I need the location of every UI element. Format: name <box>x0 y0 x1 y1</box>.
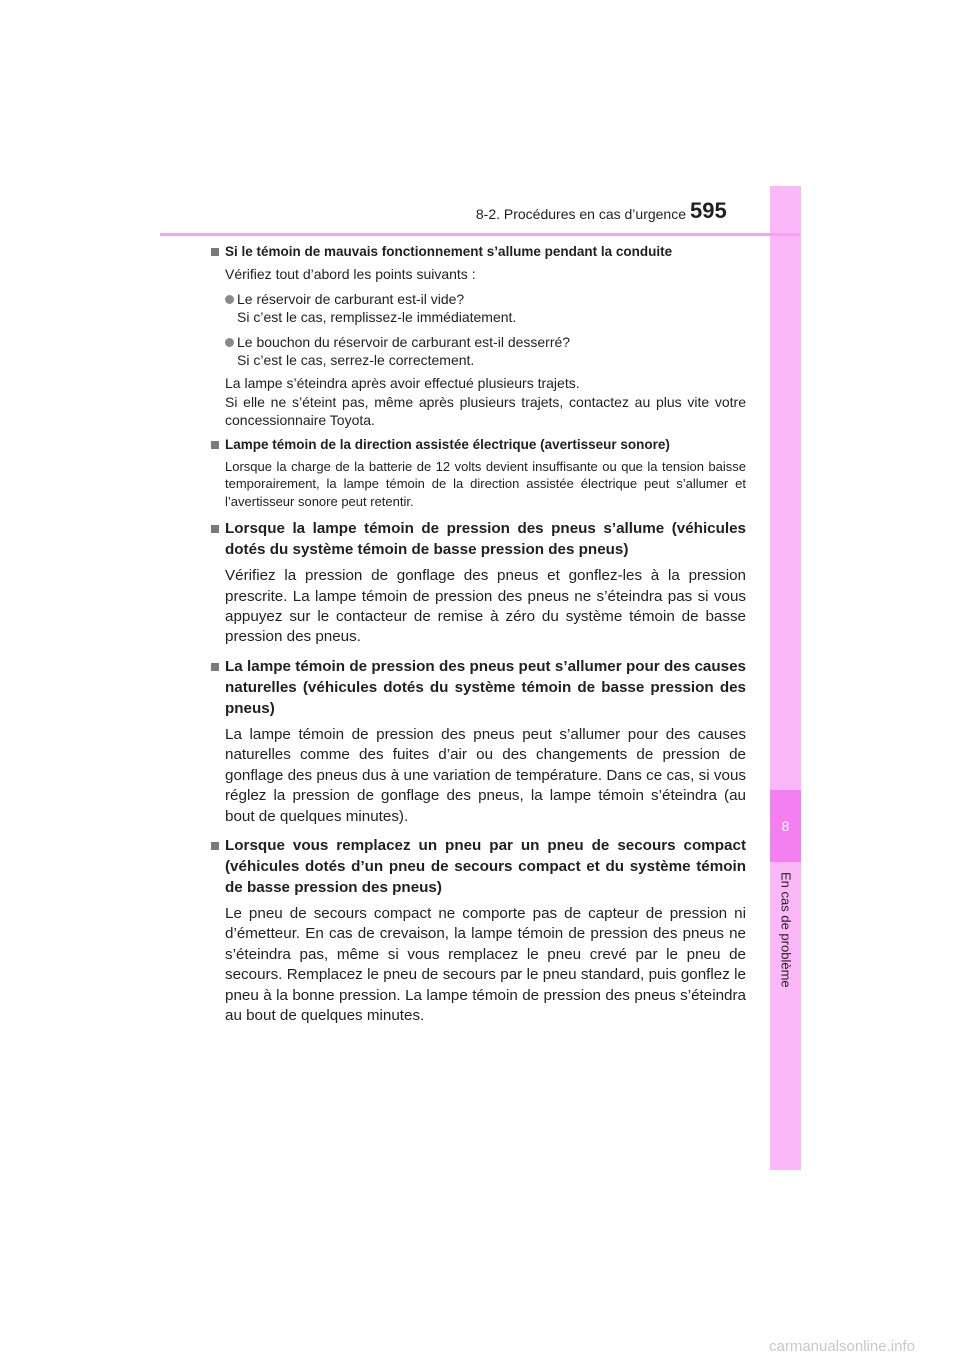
round-bullet-icon <box>225 295 234 304</box>
chapter-side-tab <box>770 186 801 1170</box>
section-title: Lorsque vous remplacez un pneu par un pneu de secours compact (véhicules dotés d’un pneu de secours compact et du système témoin de basse pression des pneus) <box>211 835 746 898</box>
section-title: Si le témoin de mauvais fonctionnement s’allume pendant la conduite <box>211 243 746 261</box>
section-outro: La lampe s’éteindra après avoir effectué plusieurs trajets. <box>225 374 580 391</box>
watermark: carmanualsonline.info <box>769 1338 915 1355</box>
section-body: Vérifiez la pression de gonflage des pneus et gonflez-les à la pression prescrite. La lampe témoin de pression des pneus ne s’éteindra pas si vous appuyez sur le contacteur de remise à zéro du système témoin de basse pression des pneus. <box>225 567 746 646</box>
section-compact-spare <box>211 835 746 1026</box>
square-bullet-icon <box>211 663 219 671</box>
section-intro: Vérifiez tout d’abord les points suivants : <box>225 266 476 282</box>
page-content <box>211 243 746 1026</box>
section-body: La lampe témoin de pression des pneus peut s’allumer pour des causes naturelles comme des fuites d’air ou des changements de pression de gonflage des pneus dus à une variation de température. Dans ce cas, si vous réglez la pression de gonflage des pneus, la lampe témoin s’éteindra (au bout de quelques minutes). <box>225 725 746 825</box>
square-bullet-icon <box>211 248 219 256</box>
section-eps-lamp <box>211 436 746 511</box>
round-bullet-icon <box>225 338 234 347</box>
section-title: Lampe témoin de la direction assistée électrique (avertisseur sonore) <box>211 436 746 454</box>
section-body: Le pneu de secours compact ne comporte pas de capteur de pression ni d’émetteur. En cas de crevaison, la lampe témoin de pression des pneus ne s’éteindra pas, même si vous remplacez le pneu crevé par le pneu de secours. Remplacez le pneu de secours par le pneu standard, puis gonflez le pneu à la bonne pression. La lampe témoin de pression des pneus s’éteindra au bout de quelques minutes. <box>225 904 746 1024</box>
section-tire-pressure-natural <box>211 656 746 827</box>
chapter-title: En cas de problème <box>778 872 794 988</box>
square-bullet-icon <box>211 441 219 449</box>
section-heading: 8-2. Procédures en cas d’urgence <box>475 206 686 222</box>
section-tire-pressure-on <box>211 518 746 648</box>
section-title: La lampe témoin de pression des pneus peut s’allumer pour des causes naturelles (véhicules dotés du système témoin de basse pression des pneus) <box>211 656 746 719</box>
list-item: Le réservoir de carburant est-il vide? Si c’est le cas, remplissez-le immédiatement. <box>211 290 746 327</box>
chapter-number: 8 <box>781 818 790 834</box>
page-number: 595 <box>690 198 727 223</box>
section-body: Lorsque la charge de la batterie de 12 volts devient insuffisante ou que la tension baisse temporairement, la lampe témoin de la direction assistée électrique peut s’allumer et l’avertisseur sonore peut retentir. <box>225 458 746 509</box>
square-bullet-icon <box>211 525 219 533</box>
square-bullet-icon <box>211 842 219 850</box>
section-malfunction-lamp <box>211 243 746 430</box>
list-item: Le bouchon du réservoir de carburant est-il desserré? Si c’est le cas, serrez-le correctement. <box>211 333 746 370</box>
header-divider <box>160 233 800 236</box>
section-outro: Si elle ne s’éteint pas, même après plusieurs trajets, contactez au plus vite votre concessionnaire Toyota. <box>225 393 746 429</box>
section-title: Lorsque la lampe témoin de pression des pneus s’allume (véhicules dotés du système témoin de basse pression des pneus) <box>211 518 746 560</box>
